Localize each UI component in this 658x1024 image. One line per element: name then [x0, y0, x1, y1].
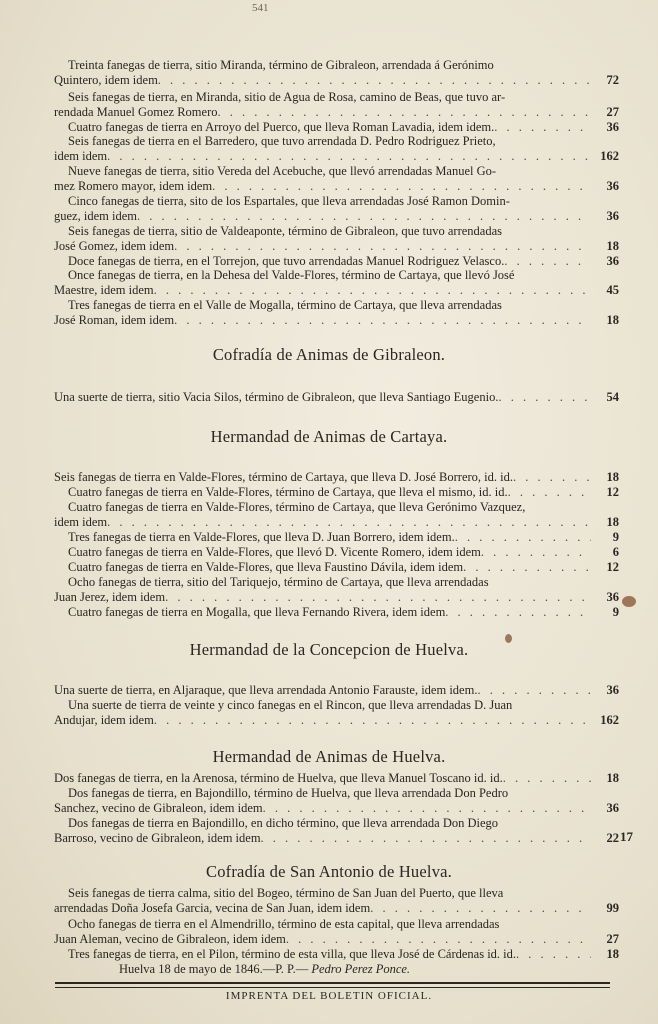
ink-stain	[505, 634, 512, 643]
entry-value: 27	[606, 105, 619, 119]
entry-value: 27	[606, 932, 619, 946]
entry-text: Tres fanegas de tierra, en el Pilon, término de esta villa, que lleva José de Cárdenas id. id.	[68, 947, 517, 961]
entry-line-1: Seis fanegas de tierra calma, sitio del Bogeo, término de San Juan del Puerto, que lleva	[68, 886, 504, 900]
entry-text: mez Romero mayor, idem idem	[54, 179, 213, 193]
list-item	[54, 194, 619, 224]
entry-value: 36	[606, 209, 619, 223]
list-item	[54, 560, 619, 575]
entry-value: 162	[600, 149, 619, 163]
date-line: Huelva 18 de mayo de 1846.—P. P.—	[119, 962, 309, 976]
entry-text: Una suerte de tierra, en Aljaraque, que lleva arrendada Antonio Farauste, idem idem.	[54, 683, 478, 697]
list-item	[54, 530, 619, 545]
section-heading: Cofradía de Animas de Gibraleon.	[212, 345, 446, 364]
section-heading: Hermandad de la Concepcion de Huelva.	[189, 640, 469, 659]
list-item	[54, 575, 619, 605]
entry-value: 12	[606, 560, 619, 574]
entry-text: Sanchez, vecino de Gibraleon, idem idem	[54, 801, 263, 815]
entry-text: Juan Jerez, idem idem	[54, 590, 166, 604]
entry-value: 36	[606, 120, 619, 134]
entry-value: 36	[606, 254, 619, 268]
list-item	[54, 947, 619, 962]
entry-line-1: Cinco fanegas de tierra, sito de los Espartales, que lleva arrendadas José Ramon Domin-	[68, 194, 510, 208]
list-item	[54, 134, 619, 164]
entry-text: José Roman, idem idem	[54, 313, 175, 327]
entry-value: 99	[606, 901, 619, 915]
entry-text: Cuatro fanegas de tierra en Mogalla, que lleva Fernando Rivera, idem idem	[68, 605, 446, 619]
list-item	[54, 605, 619, 620]
list-item	[54, 164, 619, 194]
entry-line-1: Dos fanegas de tierra, en Bajondillo, término de Huelva, que lleva arrendada Don Pedro	[68, 786, 509, 800]
page-number: 541	[252, 2, 269, 14]
list-item	[54, 470, 619, 485]
entry-text: Cuatro fanegas de tierra en Valde-Flores, término de Cartaya, que lleva el mismo, id. id.	[68, 485, 508, 499]
section-heading: Cofradía de San Antonio de Huelva.	[206, 862, 452, 881]
signature-line	[54, 962, 619, 977]
list-item	[54, 545, 619, 560]
entry-text: José Gomez, idem idem	[54, 239, 175, 253]
section-heading: Hermandad de Animas de Huelva.	[212, 747, 446, 766]
entry-text: idem idem	[54, 515, 108, 529]
entry-value: 45	[606, 283, 619, 297]
entry-value: 18	[606, 470, 619, 484]
list-item	[54, 120, 619, 135]
list-item	[54, 917, 619, 947]
list-item	[54, 58, 619, 88]
entry-line-1: Dos fanegas de tierra en Bajondillo, en dicho término, que lleva arrendada Don Diego	[68, 816, 499, 830]
entry-value: 6	[612, 545, 619, 559]
entry-text: rendada Manuel Gomez Romero	[54, 105, 218, 119]
list-item	[54, 254, 619, 269]
entry-line-1: Seis fanegas de tierra, sitio de Valdeaponte, término de Gibraleon, que tuvo arrendadas	[68, 224, 502, 238]
entry-text: Maestre, idem idem	[54, 283, 154, 297]
entry-value: 18	[606, 771, 619, 785]
entry-text: arrendadas Doña Josefa Garcia, vecina de San Juan, idem idem	[54, 901, 371, 915]
entry-text: Cuatro fanegas de tierra en Arroyo del Puerco, que lleva Roman Lavadia, idem idem.	[68, 120, 495, 134]
entry-line-1: Once fanegas de tierra, en la Dehesa del Valde-Flores, término de Cartaya, que llevó José	[68, 268, 515, 282]
list-item	[54, 786, 619, 816]
list-item	[54, 683, 619, 698]
entry-value: 18	[606, 239, 619, 253]
list-item	[54, 886, 619, 916]
entry-text: Una suerte de tierra, sitio Vacia Silos, término de Gibraleon, que lleva Santiago Eugenio.	[54, 390, 499, 404]
entry-text: Seis fanegas de tierra en Valde-Flores, término de Cartaya, que lleva D. José Borrero, id. id.	[54, 470, 514, 484]
entry-line-1: Tres fanegas de tierra en el Valle de Mogalla, término de Cartaya, que lleva arrendadas	[68, 298, 502, 312]
divider	[55, 982, 610, 984]
entry-line-1: Seis fanegas de tierra, en Miranda, sitio de Agua de Rosa, camino de Beas, que tuvo ar-	[68, 90, 506, 104]
entry-text: Barroso, vecino de Gibraleon, idem idem	[54, 831, 261, 845]
entry-line-1: Ocho fanegas de tierra en el Almendrillo, término de esta capital, que lleva arrendadas	[68, 917, 500, 931]
entry-value: 72	[606, 73, 619, 87]
list-item	[54, 268, 619, 298]
entry-value: 36	[606, 801, 619, 815]
margin-number: 17	[620, 829, 633, 844]
divider	[55, 987, 610, 988]
signatory: Pedro Perez Ponce.	[311, 962, 411, 976]
entry-text: Doce fanegas de tierra, en el Torrejon, que tuvo arrendadas Manuel Rodriguez Velasco.	[68, 254, 505, 268]
entry-line-1: Seis fanegas de tierra en el Barredero, que tuvo arrendada D. Pedro Rodriguez Prieto,	[68, 134, 496, 148]
entry-line-1: Treinta fanegas de tierra, sitio Miranda, término de Gibraleon, arrendada á Gerónimo	[68, 58, 494, 72]
entry-text: Quintero, idem idem	[54, 73, 158, 87]
section-heading: Hermandad de Animas de Cartaya.	[210, 427, 448, 446]
entry-value: 9	[612, 605, 619, 619]
entry-value: 18	[606, 947, 619, 961]
entry-text: Cuatro fanegas de tierra en Valde-Flores, que llevó D. Vicente Romero, idem idem	[68, 545, 481, 559]
imprint: IMPRENTA DEL BOLETIN OFICIAL.	[225, 990, 433, 1002]
entry-value: 36	[606, 590, 619, 604]
entry-text: Andujar, idem idem	[54, 713, 154, 727]
entry-value: 12	[606, 485, 619, 499]
entry-value: 22	[606, 831, 619, 845]
entry-value: 18	[606, 313, 619, 327]
entry-value: 9	[612, 530, 619, 544]
list-item	[54, 500, 619, 530]
entry-text: Tres fanegas de tierra en Valde-Flores, que lleva D. Juan Borrero, idem idem.	[68, 530, 455, 544]
entry-line-1: Una suerte de tierra de veinte y cinco fanegas en el Rincon, que lleva arrendadas D. Juan	[68, 698, 513, 712]
entry-text: idem idem	[54, 149, 108, 163]
list-item	[54, 298, 619, 328]
entry-line-1: Cuatro fanegas de tierra en Valde-Flores, término de Cartaya, que lleva Gerónimo Vazquez,	[68, 500, 526, 514]
list-item	[54, 771, 619, 786]
entry-text: guez, idem idem	[54, 209, 137, 223]
list-item	[54, 816, 619, 846]
entry-text: Juan Aleman, vecino de Gibraleon, idem idem	[54, 932, 286, 946]
ink-stain	[622, 596, 636, 607]
list-item	[54, 698, 619, 728]
entry-line-1: Nueve fanegas de tierra, sitio Vereda del Acebuche, que llevó arrendadas Manuel Go-	[68, 164, 497, 178]
entry-value: 36	[606, 179, 619, 193]
entry-line-1: Ocho fanegas de tierra, sitio del Tariquejo, término de Cartaya, que lleva arrendadas	[68, 575, 489, 589]
entry-text: Dos fanegas de tierra, en la Arenosa, término de Huelva, que lleva Manuel Toscano id. id.	[54, 771, 503, 785]
entry-value: 36	[606, 683, 619, 697]
entry-value: 162	[600, 713, 619, 727]
entry-text: Cuatro fanegas de tierra en Valde-Flores, que lleva Faustino Dávila, idem idem	[68, 560, 464, 574]
entry-value: 18	[606, 515, 619, 529]
list-item	[54, 390, 619, 405]
list-item	[54, 90, 619, 120]
entry-value: 54	[606, 390, 619, 404]
list-item	[54, 224, 619, 254]
list-item	[54, 485, 619, 500]
